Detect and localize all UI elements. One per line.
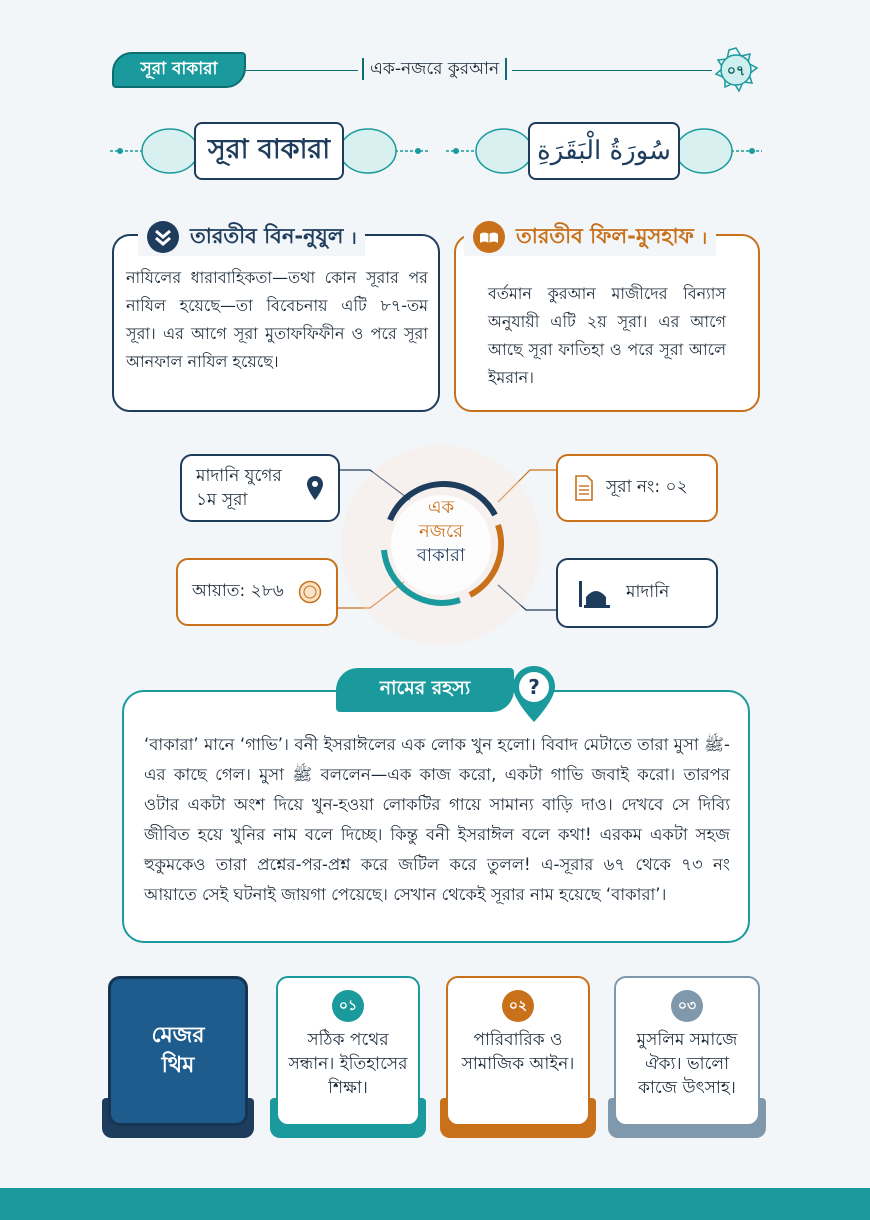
theme-number: ০১ xyxy=(332,990,364,1022)
revelation-order-heading: তারতীব বিন-নুযুল ı xyxy=(138,218,365,256)
page-number-badge xyxy=(712,46,760,94)
glance-ayat-card xyxy=(176,558,338,626)
glance-period-card xyxy=(180,454,340,522)
theme-number: ০৩ xyxy=(671,990,703,1022)
major-theme-heading: মেজর থিম xyxy=(151,1023,205,1078)
arabic-title-banner xyxy=(446,122,762,180)
revelation-order-title: তারতীব বিন-নুযুল xyxy=(190,223,344,248)
glance-surah-no-card xyxy=(556,454,718,522)
question-pin-icon xyxy=(510,664,558,724)
header-divider-right xyxy=(512,70,712,71)
theme-item xyxy=(608,976,766,1138)
header-title: এক-নজরে কুরআন xyxy=(362,58,507,80)
mushaf-order-heading: তারতীব ফিল-মুসহাফ ı xyxy=(464,218,716,256)
name-mystery-title: নামের রহস্য xyxy=(336,668,514,712)
glance-period: মাদানি যুগের ১ম সূরা xyxy=(196,466,282,510)
quran-book-icon xyxy=(472,220,506,254)
theme-number: ০২ xyxy=(502,990,534,1022)
glance-ayat: আয়াত: ২৮৬ xyxy=(192,581,284,601)
theme-item xyxy=(440,976,596,1138)
mushaf-order-title: তারতীব ফিল-মুসহাফ xyxy=(516,223,694,248)
glance-center-line2: নজরে xyxy=(419,521,463,542)
header-tab: সূরা বাকারা xyxy=(112,52,246,88)
glance-center-line3: বাকারা xyxy=(416,545,466,566)
mosque-icon xyxy=(576,577,612,609)
bengali-title-banner xyxy=(110,122,428,180)
footer-bar xyxy=(0,1188,870,1220)
glance-center-label xyxy=(391,496,491,568)
theme-text: মুসলিম সমাজে ঐক্য। ভালো কাজে উৎসাহ। xyxy=(636,1030,738,1098)
name-mystery-text: ‘বাকারা’ মানে ‘গাভি’। বনী ইসরাঈলের এক লোক খুন হলো। বিবাদ মেটাতে তারা মুসা ﷺ-এর কাছে গেল। মুসা ﷺ বললেন—এক কাজ করো, একটা গাভি জবাই করো। তারপর ওটার একটা অংশ দিয়ে খুন-হওয়া লোকটির গায়ে সামান্য বাড়ি দাও। দেখবে সে দিব্যি জীবিত হয়ে খুনির নাম বলে দিচ্ছে। কিন্তু বনী ইসরাঈল বলে কথা! এরকম একটা সহজ হুকুমকেও তারা প্রশ্নের-পর-প্রশ্ন করে জটিল করে তুলল! এ-সূরার ৬৭ থেকে ৭৩ নং আয়াতে সেই ঘটনাই জায়গা পেয়েছে। সেখান থেকেই সূরার নাম হয়েছে ‘বাকারা’। xyxy=(144,735,730,904)
theme-text: পারিবারিক ও সামাজিক আইন। xyxy=(461,1030,575,1074)
surah-title-arabic: سُورَةُ الْبَقَرَةِ xyxy=(537,136,671,166)
revelation-order-text: নাযিলের ধারাবাহিকতা—তথা কোন সূরার পর নাযিল হয়েছে—তা বিবেচনায় এটি ৮৭-তম সূরা। এর আগে সূরা মুতাফফিফীন ও পরে সূরা আনফাল নাযিল হয়েছে। xyxy=(126,268,428,371)
page-number: ০৭ xyxy=(726,63,746,79)
document-icon xyxy=(574,475,594,501)
chevrons-down-icon xyxy=(146,220,180,254)
header-divider-left xyxy=(246,70,358,71)
ayah-marker-icon xyxy=(298,580,322,604)
rosette-icon xyxy=(712,46,760,94)
theme-text: সঠিক পথের সন্ধান। ইতিহাসের শিক্ষা। xyxy=(288,1030,408,1098)
glance-place-card xyxy=(556,558,718,628)
mushaf-order-text: বর্তমান কুরআন মাজীদের বিন্যাস অনুযায়ী এটি ২য় সূরা। এর আগে আছে সূরা ফাতিহা ও পরে সূরা আলে ইমরান। xyxy=(488,284,726,387)
svg-text:?: ? xyxy=(528,675,540,699)
glance-center-line1: এক xyxy=(427,497,455,518)
glance-place: মাদানি xyxy=(626,582,670,602)
major-theme-card xyxy=(102,976,254,1138)
surah-title-bengali: সূরা বাকারা xyxy=(207,133,331,165)
theme-item xyxy=(270,976,426,1138)
glance-surah-no: সূরা নং: ০২ xyxy=(606,477,688,497)
location-pin-icon xyxy=(306,475,324,501)
